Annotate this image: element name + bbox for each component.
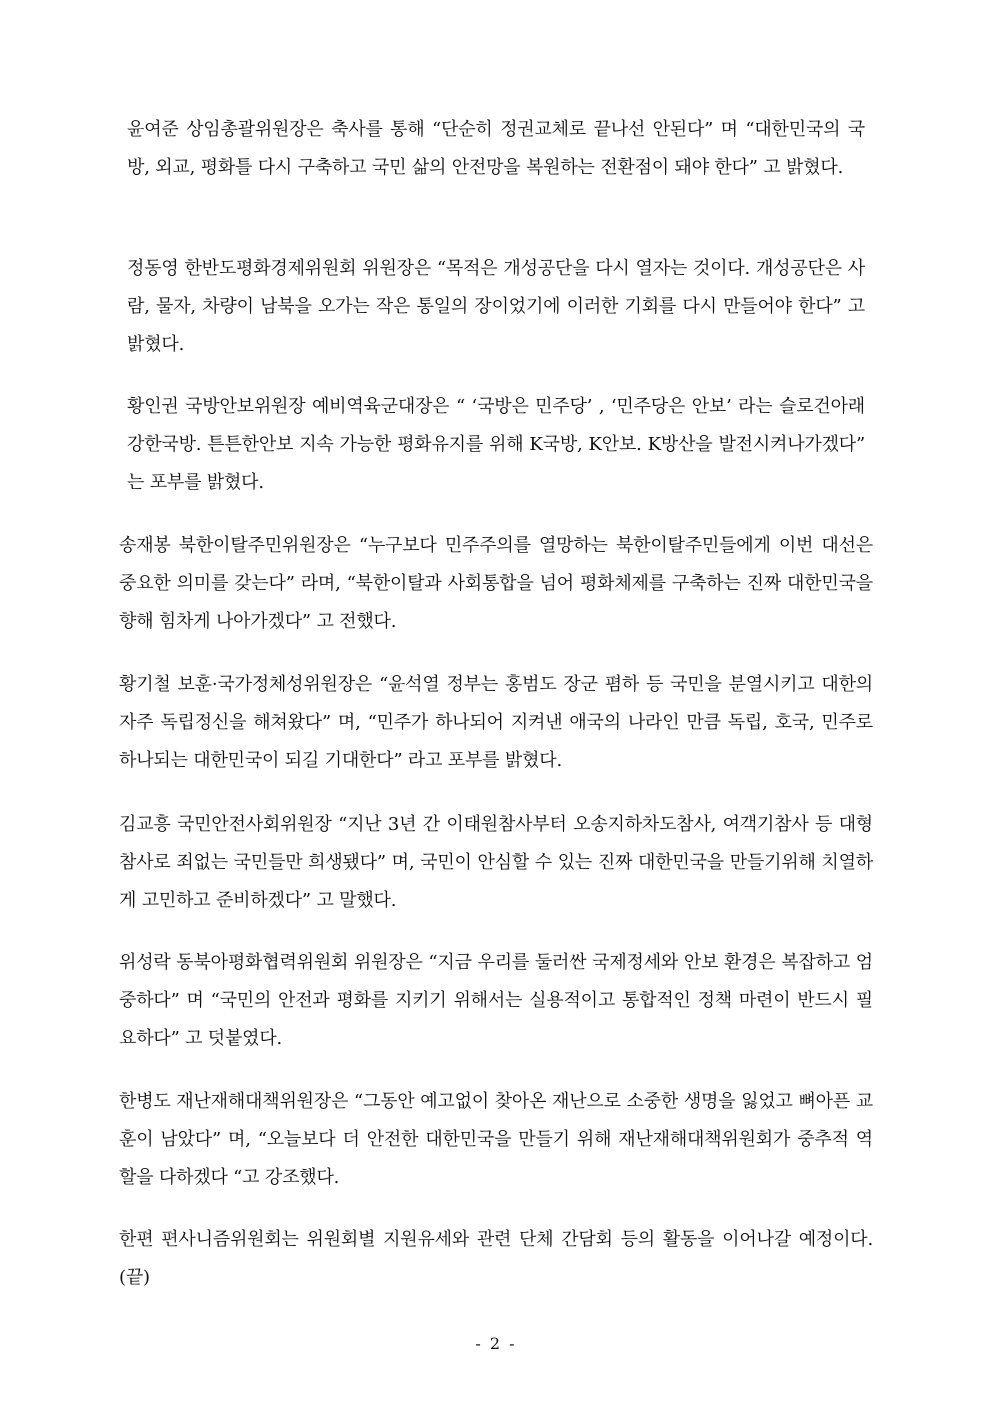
paragraph-chung-dongyoung: 정동영 한반도평화경제위원회 위원장은 “목적은 개성공단을 다시 열자는 것이다. 개성공단은 사람, 물자, 차량이 남북을 오가는 작은 통일의 장이었기에 이러한 기회를 다시 만들어야 한다” 고 밝혔다. bbox=[127, 258, 865, 355]
paragraph-hwang-inkwon: 황인권 국방안보위원장 예비역육군대장은 “ ‘국방은 민주당’ , ‘민주당은 안보’ 라는 슬로건아래 강한국방. 튼튼한안보 지속 가능한 평화유지를 위해 K국방, K안보. K방산을 발전시켜나가겠다” 는 포부를 밝혔다. bbox=[127, 396, 865, 493]
paragraph-wi-sunglac: 위성락 동북아평화협력위원회 위원장은 “지금 우리를 둘러싼 국제정세와 안보 환경은 복잡하고 엄중하다” 며 “국민의 안전과 평화를 지키기 위해서는 실용적이고 통합적인 정책 마련이 반드시 필요하다” 고 덧붙였다. bbox=[119, 952, 873, 1049]
paragraph-song-jaebong: 송재봉 북한이탈주민위원장은 “누구보다 민주주의를 열망하는 북한이탈주민들에게 이번 대선은 중요한 의미를 갖는다” 라며, “북한이탈과 사회통합을 넘어 평화체제를 구축하는 진짜 대한민국을 향해 힘차게 나아가겠다” 고 전했다. bbox=[119, 535, 873, 632]
paragraph-hwang-kicheol: 황기철 보훈·국가정체성위원장은 “윤석열 정부는 홍범도 장군 폄하 등 국민을 분열시키고 대한의 자주 독립정신을 해쳐왔다” 며, “민주가 하나되어 지켜낸 애국의 나라인 만큼 독립, 호국, 민주로 하나되는 대한민국이 되길 기대한다” 라고 포부를 밝혔다. bbox=[119, 674, 873, 771]
paragraph-kim-kyoheung: 김교흥 국민안전사회위원장 “지난 3년 간 이태원참사부터 오송지하차도참사, 여객기참사 등 대형참사로 죄없는 국민들만 희생됐다” 며, 국민이 안심할 수 있는 진짜 대한민국을 만들기위해 치열하게 고민하고 준비하겠다” 고 말했다. bbox=[119, 814, 873, 911]
paragraph-han-byungdo: 한병도 재난재해대책위원장은 “그동안 예고없이 찾아온 재난으로 소중한 생명을 잃었고 뼈아픈 교훈이 남았다” 며, “오늘보다 더 안전한 대한민국을 만들기 위해 재난재해대책위원회가 중추적 역할을 다하겠다 “고 강조했다. bbox=[119, 1091, 873, 1188]
page-number: - 2 - bbox=[475, 1334, 517, 1353]
paragraph-closing: 한편 편사니즘위원회는 위원회별 지원유세와 관련 단체 간담회 등의 활동을 이어나갈 예정이다. (끝) bbox=[119, 1229, 873, 1288]
paragraph-yoon-yeojun: 윤여준 상임총괄위원장은 축사를 통해 “단순히 정권교체로 끝나선 안된다” 며 “대한민국의 국방, 외교, 평화틀 다시 구축하고 국민 삶의 안전망을 복원하는 전환점이 돼야 한다” 고 밝혔다. bbox=[127, 119, 865, 178]
